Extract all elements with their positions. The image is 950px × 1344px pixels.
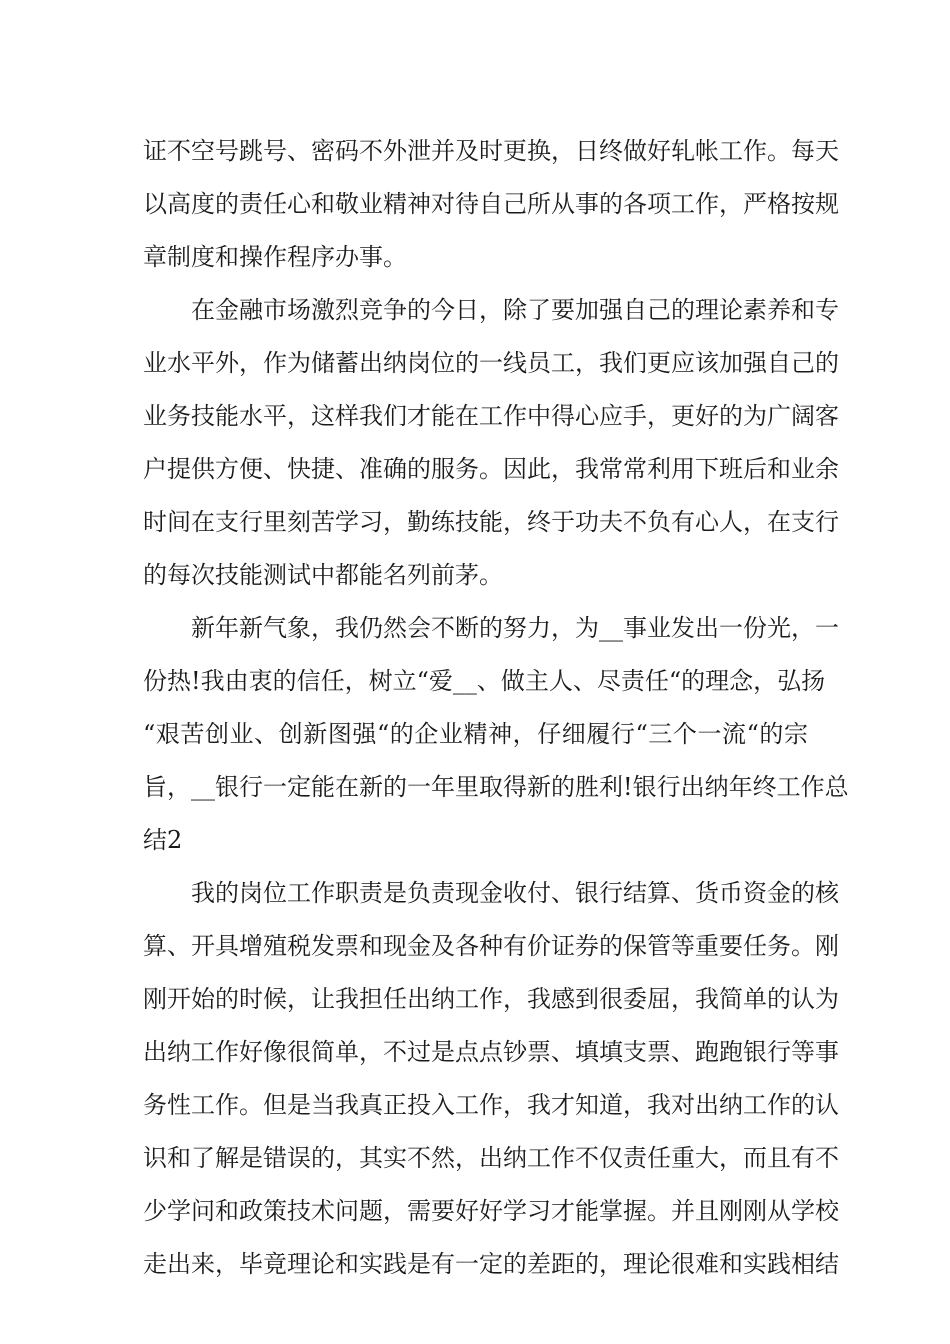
paragraph-line: 新年新气象，我仍然会不断的努力，为__事业发出一份光，一	[191, 614, 839, 642]
paragraph-line: 识和了解是错误的，其实不然，出纳工作不仅责任重大，而且有不	[143, 1144, 839, 1172]
paragraph-line: 章制度和操作程序办事。	[143, 243, 407, 271]
paragraph-line: “艰苦创业、创新图强“的企业精神，仔细履行“三个一流“的宗	[143, 720, 808, 748]
paragraph-3	[143, 602, 849, 867]
paragraph-2	[143, 284, 839, 602]
document-body	[143, 125, 849, 1291]
paragraph-line: 走出来，毕竟理论和实践是有一定的差距的，理论很难和实践相结	[143, 1250, 839, 1278]
paragraph-line: 证不空号跳号、密码不外泄并及时更换，日终做好轧帐工作。每天	[143, 137, 839, 165]
paragraph-4	[143, 867, 839, 1291]
paragraph-line: 时间在支行里刻苦学习，勤练技能，终于功夫不负有心人，在支行	[143, 508, 839, 536]
paragraph-line: 少学问和政策技术问题，需要好好学习才能掌握。并且刚刚从学校	[143, 1197, 839, 1225]
paragraph-line: 的每次技能测试中都能名列前茅。	[143, 561, 503, 589]
paragraph-line: 户提供方便、快捷、准确的服务。因此，我常常利用下班后和业余	[143, 455, 839, 483]
paragraph-line: 以高度的责任心和敬业精神对待自己所从事的各项工作，严格按规	[143, 190, 839, 218]
paragraph-line: 业水平外，作为储蓄出纳岗位的一线员工，我们更应该加强自己的	[143, 349, 839, 377]
paragraph-line: 务性工作。但是当我真正投入工作，我才知道，我对出纳工作的认	[143, 1091, 839, 1119]
paragraph-1	[143, 125, 839, 284]
paragraph-line: 刚开始的时候，让我担任出纳工作，我感到很委屈，我简单的认为	[143, 985, 839, 1013]
paragraph-line: 算、开具增殖税发票和现金及各种有价证券的保管等重要任务。刚	[143, 932, 839, 960]
paragraph-line: 我的岗位工作职责是负责现金收付、银行结算、货币资金的核	[191, 879, 839, 907]
paragraph-line: 结2	[143, 826, 183, 854]
paragraph-line: 在金融市场激烈竞争的今日，除了要加强自己的理论素养和专	[191, 296, 839, 324]
paragraph-line: 业务技能水平，这样我们才能在工作中得心应手，更好的为广阔客	[143, 402, 839, 430]
paragraph-line: 份热!我由衷的信任，树立“爱__、做主人、尽责任“的理念，弘扬	[143, 667, 826, 695]
paragraph-line: 旨，__银行一定能在新的一年里取得新的胜利!银行出纳年终工作总	[143, 773, 849, 801]
paragraph-line: 出纳工作好像很简单，不过是点点钞票、填填支票、跑跑银行等事	[143, 1038, 839, 1066]
